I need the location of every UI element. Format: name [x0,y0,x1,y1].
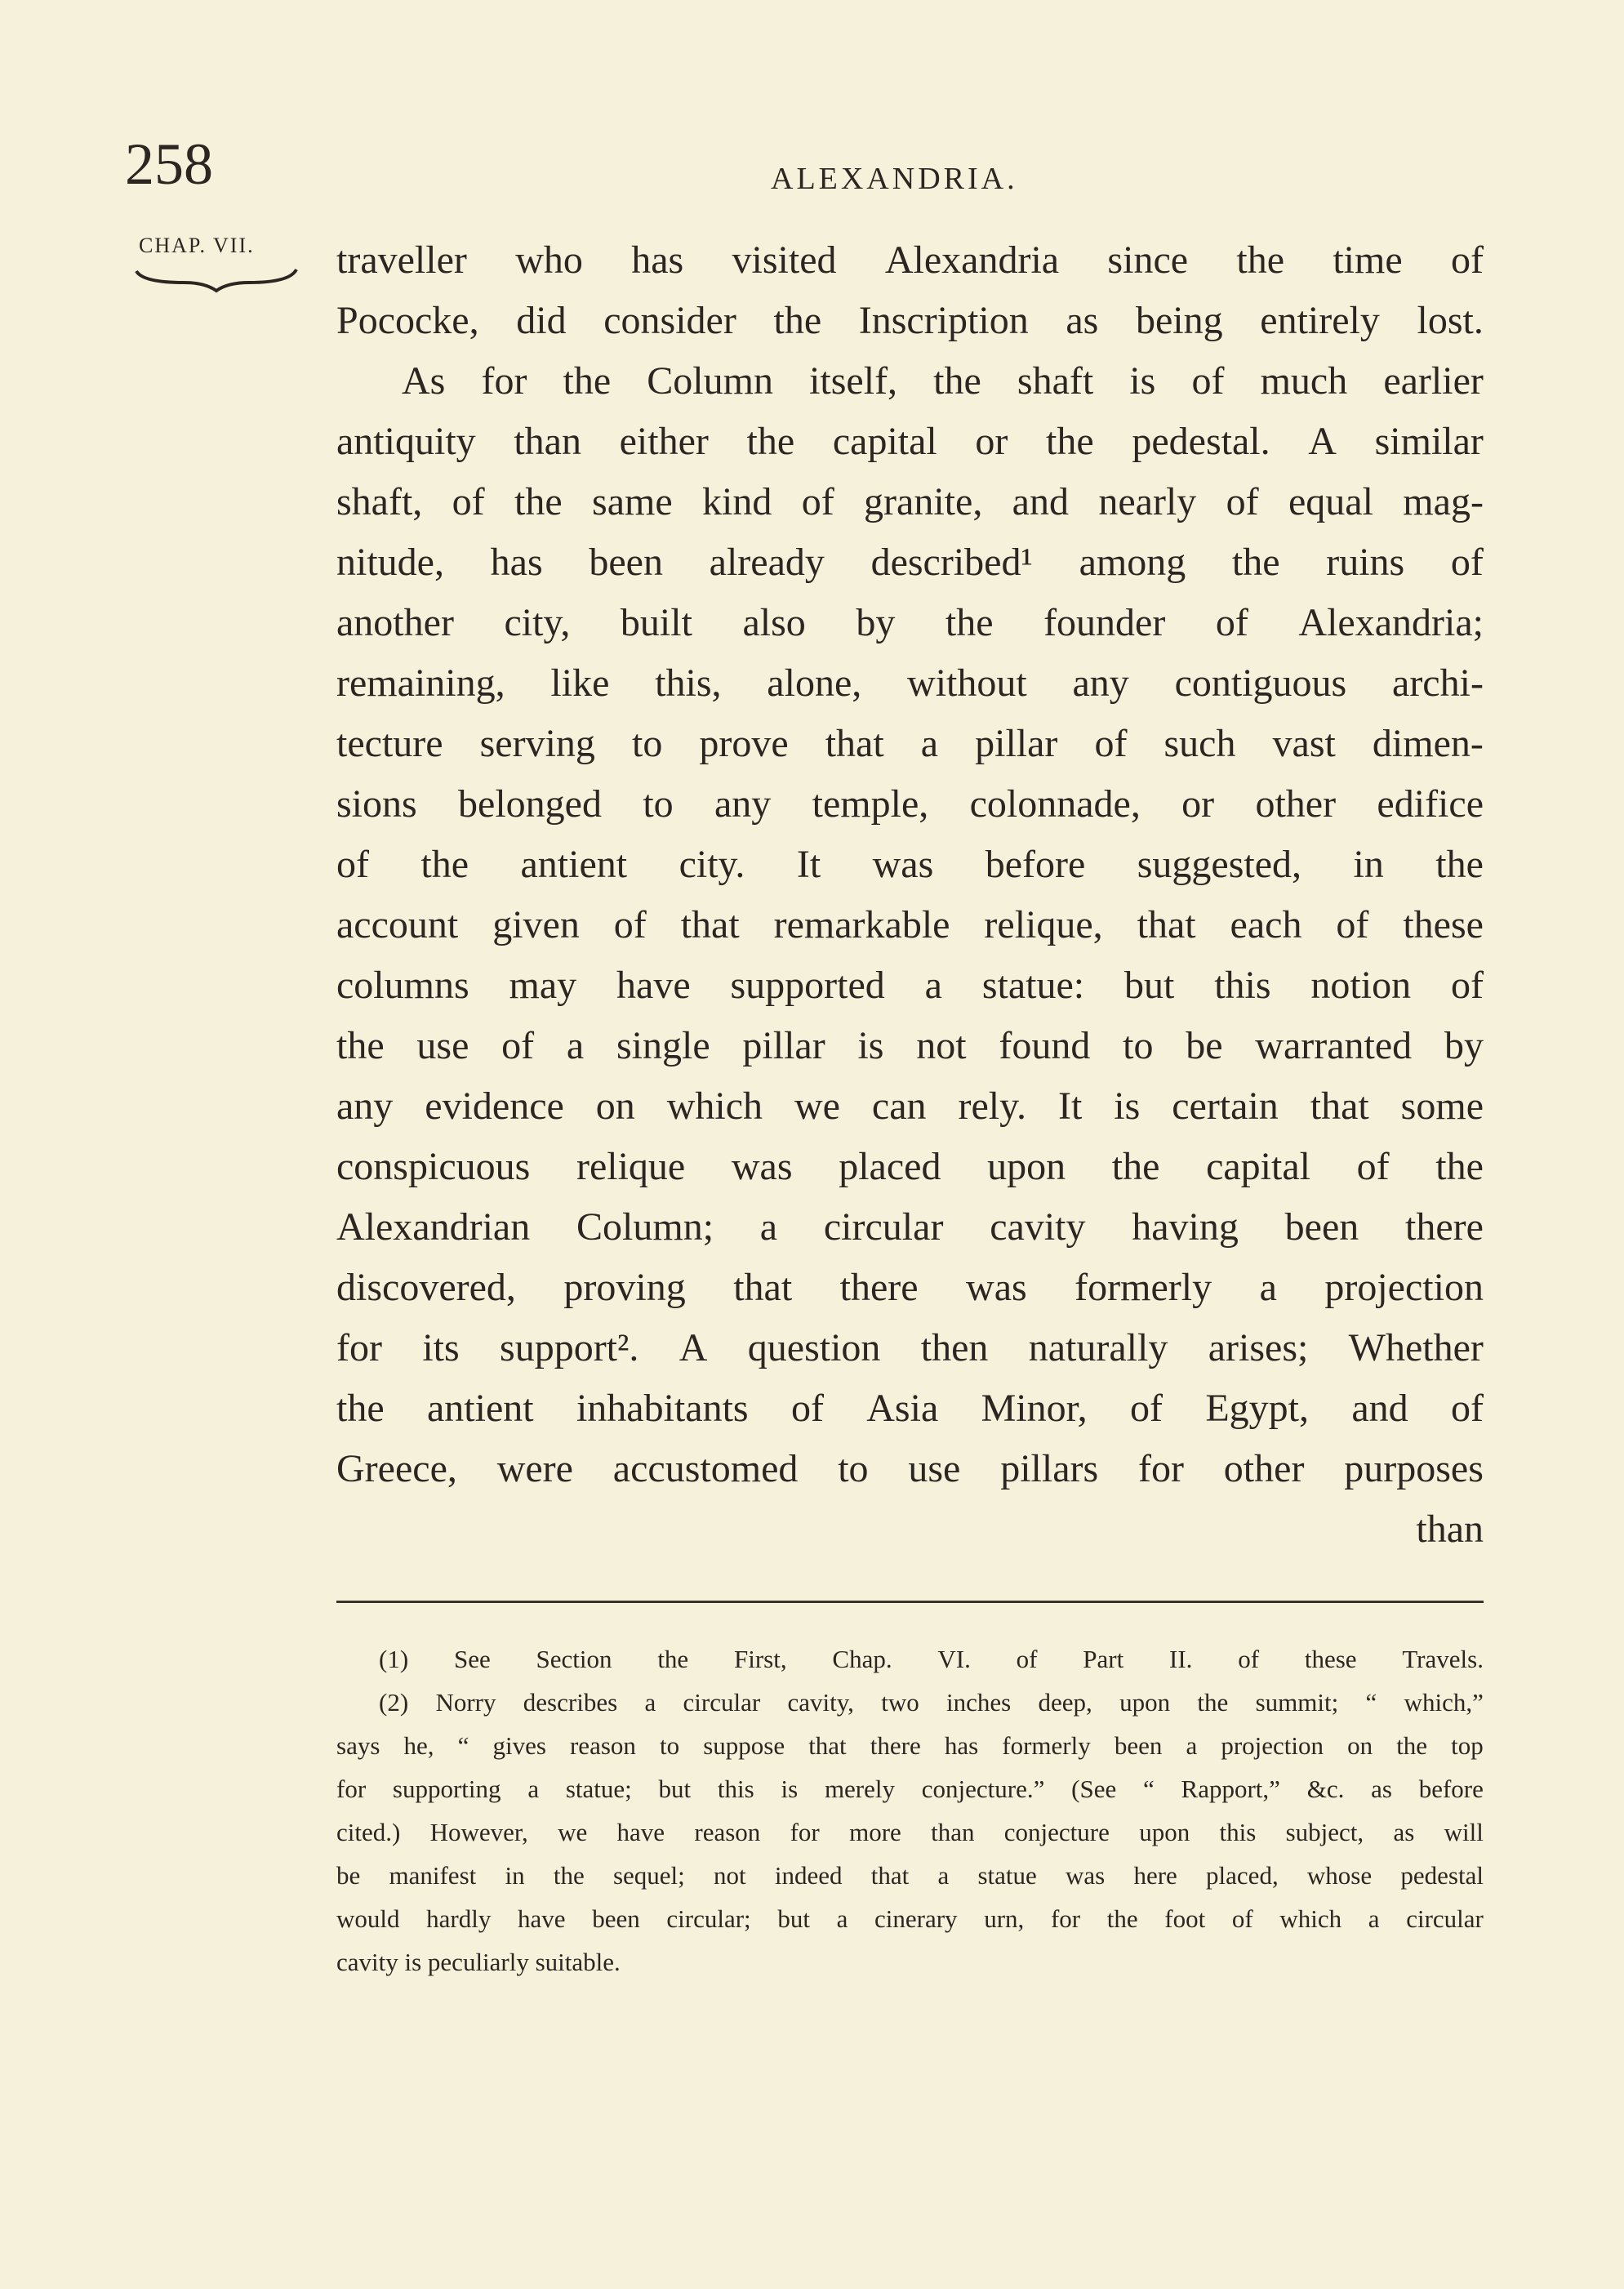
footnote-rule [336,1601,1484,1603]
brace-ornament [135,265,298,297]
footnote-2-line-7: cavity is peculiarly suitable. [336,1948,621,1976]
page-number: 258 [125,131,213,197]
body-line-16: conspicuous relique was placed upon the capital of the [336,1145,1484,1188]
footnote-2-line-1: (2) Norry describes a circular cavity, two inches deep, upon the summit; “ which,” [379,1688,1484,1717]
footnote-1: (1) See Section the First, Chap. VI. of Part II. of these Travels. [379,1645,1484,1673]
body-line-6: nitude, has been already described¹ among the ruins of [336,541,1484,584]
footnote-2-line-4: cited.) However, we have reason for more than conjecture upon this subject, as will [336,1818,1484,1846]
footnote-2-line-6: would hardly have been circular; but a cinerary urn, for the foot of which a circular [336,1904,1484,1933]
body-line-17: Alexandrian Column; a circular cavity having been there [336,1205,1484,1249]
body-line-20: the antient inhabitants of Asia Minor, of Egypt, and of [336,1387,1484,1430]
body-line-18: discovered, proving that there was formerly a projection [336,1266,1484,1309]
body-line-19: for its support². A question then naturally arises; Whether [336,1326,1484,1369]
catchword: than [1416,1507,1484,1551]
body-line-8: remaining, like this, alone, without any contiguous archi- [336,661,1484,705]
body-line-3: As for the Column itself, the shaft is of much earlier [402,359,1484,403]
body-line-9: tecture serving to prove that a pillar of such vast dimen- [336,722,1484,765]
running-head: ALEXANDRIA. [771,162,1018,196]
body-line-21: Greece, were accustomed to use pillars for other purposes [336,1447,1484,1490]
body-line-5: shaft, of the same kind of granite, and nearly of equal mag- [336,480,1484,523]
footnote-2-line-2: says he, “ gives reason to suppose that there has formerly been a projection on the top [336,1731,1484,1760]
body-line-1: traveller who has visited Alexandria since the time of [336,238,1484,282]
body-line-11: of the antient city. It was before suggested, in the [336,843,1484,886]
body-line-2: Pococke, did consider the Inscription as being entirely lost. [336,299,1484,342]
body-text [336,230,1484,1560]
body-line-13: columns may have supported a statue: but this notion of [336,964,1484,1007]
body-line-15: any evidence on which we can rely. It is certain that some [336,1084,1484,1128]
footnote-2-line-5: be manifest in the sequel; not indeed that a statue was here placed, whose pedestal [336,1861,1484,1890]
body-line-14: the use of a single pillar is not found to be warranted by [336,1024,1484,1067]
footnote-2-line-3: for supporting a statue; but this is merely conjecture.” (See “ Rapport,” &c. as before [336,1775,1484,1803]
body-line-4: antiquity than either the capital or the pedestal. A similar [336,420,1484,463]
footnotes [336,1637,1484,1984]
body-line-12: account given of that remarkable relique, that each of these [336,903,1484,946]
body-line-10: sions belonged to any temple, colonnade, or other edifice [336,782,1484,826]
chapter-label: CHAP. VII. [139,234,255,257]
body-line-7: another city, built also by the founder of Alexandria; [336,601,1484,644]
